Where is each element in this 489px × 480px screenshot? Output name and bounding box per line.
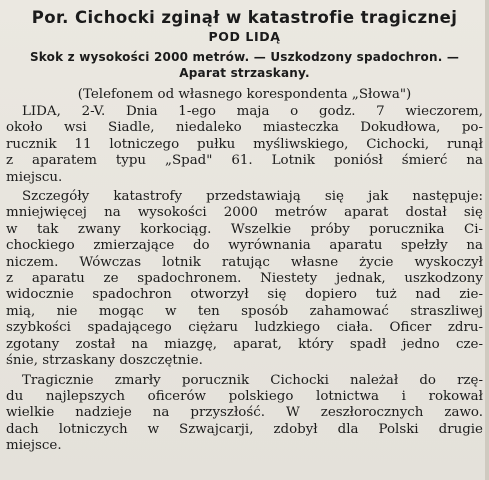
- text-line: około wsi Siadle, niedaleko miasteczka Dokudłowa, po-: [6, 120, 483, 136]
- subheadline: POD LIDĄ: [208, 29, 281, 44]
- text-line: śnie, strzaskany doszczętnie.: [6, 353, 203, 369]
- text-line: wielkie nadzieje na przyszłość. W zeszłorocznych zawo.: [6, 405, 483, 421]
- text-line: chockiego zmierzające do wyrównania aparatu spełzły na: [6, 238, 483, 254]
- text-line: mią, nie mogąc w ten sposób zahamować straszliwej: [6, 303, 483, 319]
- text-line: Szczegóły katastrofy przedstawiają się jak następuje:: [22, 189, 483, 205]
- headline: Por. Cichocki zginął w katastrofie tragicznej: [31, 8, 458, 27]
- text-line: miejscu.: [6, 169, 63, 185]
- paragraph: [6, 189, 483, 369]
- paragraph: [6, 104, 483, 186]
- text-line: zgotany został na miazgę, aparat, który spadł jedno cze-: [6, 336, 483, 352]
- paragraph: [6, 373, 483, 455]
- article-body: [6, 104, 483, 455]
- text-line: z aparatu ze spadochronem. Niestety jednak, uszkodzony: [6, 271, 483, 287]
- text-line: mniejwięcej na wysokości 2000 metrów aparat dostał się: [6, 205, 483, 221]
- text-line: dach lotniczych w Szwajcarji, zdobył dla Polski drugie: [6, 421, 483, 437]
- deck-line: Skok z wysokości 2000 metrów. — Uszkodzony spadochron. —: [29, 50, 460, 64]
- text-line: miejsce.: [6, 438, 62, 454]
- text-line: du najlepszych oficerów polskiego lotnictwa i rokował: [6, 388, 483, 404]
- text-line: z aparatem typu „Spad" 61. Lotnik poniósł śmierć na: [6, 153, 483, 169]
- text-line: niczem. Wówczas lotnik ratując własne życie wyskoczył: [6, 254, 483, 270]
- text-line: Tragicznie zmarły porucznik Cichocki należał do rzę-: [22, 372, 483, 388]
- text-line: w tak zwany korkociąg. Wszelkie próby porucznika Ci-: [6, 221, 483, 237]
- page-edge: [485, 0, 489, 480]
- deck: [6, 49, 483, 81]
- text-line: rucznik 11 lotniczego pułku myśliwskiego, Cichocki, runął: [6, 136, 483, 152]
- text-line: widocznie spadochron otworzył się dopiero tuż nad zie-: [6, 287, 483, 303]
- text-line: szybkości spadającego ciężaru ludzkiego ciała. Oficer zdru-: [6, 320, 483, 336]
- attribution: (Telefonem od własnego korespondenta „Słowa"): [77, 87, 412, 102]
- deck-line: Aparat strzaskany.: [179, 66, 310, 80]
- text-line: LIDA, 2-V. Dnia 1-ego maja o godz. 7 wieczorem,: [22, 104, 483, 119]
